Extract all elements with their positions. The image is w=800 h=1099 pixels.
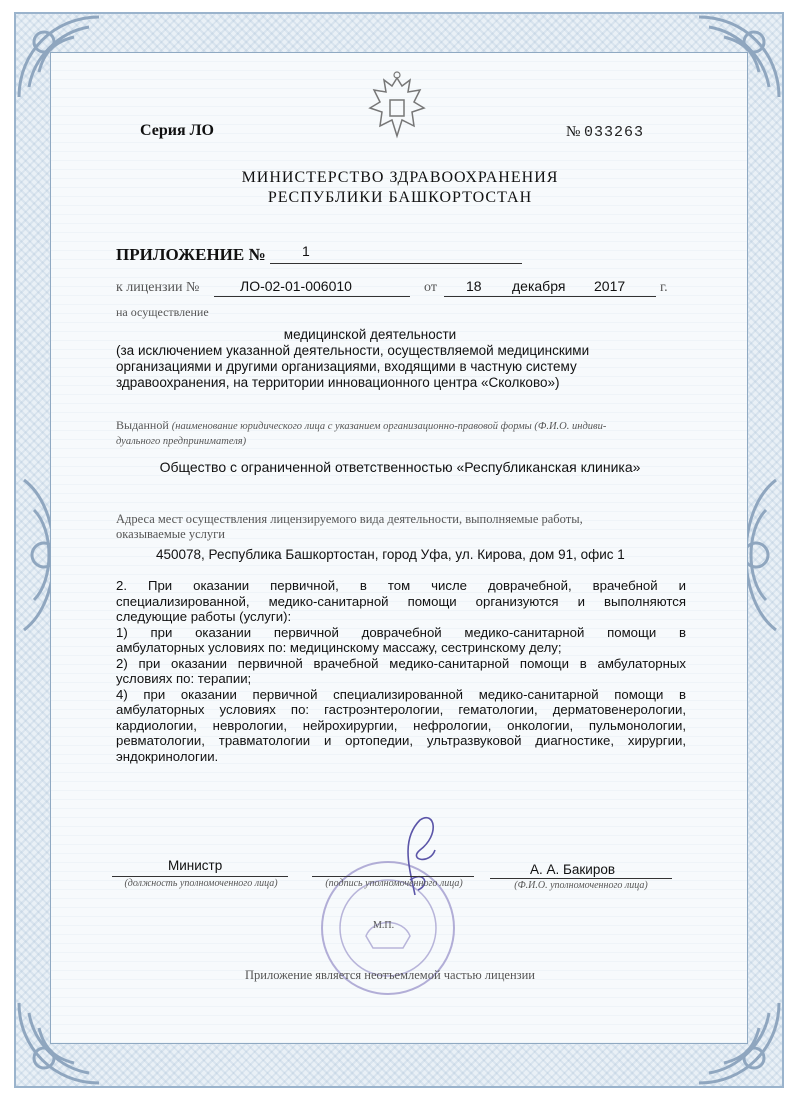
service-line: условиях по: терапии;: [116, 671, 252, 686]
stamp-mark: М.П.: [373, 920, 395, 931]
official-name: А. А. Бакиров: [530, 862, 616, 877]
signature-caption: (подпись уполномоченного лица): [325, 878, 463, 889]
activity-line: здравоохранения, на территории инновационного центра «Сколково»): [116, 375, 560, 390]
license-label: к лицензии №: [116, 280, 200, 295]
name-line: [490, 878, 672, 879]
address-label-line: Адреса мест осуществления лицензируемого вида деятельности, выполняемые работы,: [116, 512, 583, 526]
service-line: специализированной, медико-санитарной помощи организуются и выполняются: [116, 593, 686, 609]
service-line: 1) при оказании первичной доврачебной медико-санитарной помощи в: [116, 624, 686, 640]
service-line: следующие работы (услуги):: [116, 609, 292, 624]
activity-title: медицинской деятельности: [283, 327, 457, 342]
issued-block: [116, 418, 696, 449]
organization-name: Общество с ограниченной ответственностью «Республиканская клиника»: [159, 459, 641, 475]
form-number: 033263: [584, 124, 645, 141]
address-label-line: оказываемые услуги: [116, 527, 225, 541]
date-line: [444, 296, 656, 297]
date-year: 2017: [594, 278, 626, 294]
services-list: [116, 578, 686, 764]
ministry-title-line1: МИНИСТЕРСТВО ЗДРАВООХРАНЕНИЯ: [241, 169, 559, 186]
service-line: 4) при оказании первичной специализированной медико-санитарной помощи в: [116, 686, 686, 702]
name-caption: (Ф.И.О. уполномоченного лица): [514, 880, 648, 891]
service-line: 2) при оказании первичной врачебной медико-санитарной помощи в амбулаторных: [116, 655, 686, 671]
year-suffix: г.: [660, 280, 668, 295]
signature-line: [312, 876, 474, 877]
activity-label: на осуществление: [116, 305, 209, 319]
address-value: 450078, Республика Башкортостан, город Уфа, ул. Кирова, дом 91, офис 1: [156, 547, 625, 562]
number-label: №: [566, 124, 581, 140]
activity-line: организациями и другими организациями, входящими в частную систему: [116, 359, 577, 374]
date-month: декабря: [512, 278, 566, 294]
appendix-number: 1: [302, 243, 310, 259]
date-from-label: от: [424, 280, 437, 295]
position-line: [112, 876, 288, 877]
license-number: ЛО-02-01-006010: [240, 278, 352, 294]
service-line: кардиологии, неврологии, нейрохирургии, нефрологии, онкологии, пульмонологии,: [116, 717, 686, 733]
ministry-title-line2: РЕСПУБЛИКИ БАШКОРТОСТАН: [267, 189, 533, 206]
coat-of-arms-icon: [362, 70, 432, 144]
activity-description: [116, 343, 589, 391]
service-line: 2. При оказании первичной, в том числе доврачебной, врачебной и: [116, 578, 686, 593]
issued-label: Выданной: [116, 418, 169, 432]
address-label: [116, 512, 583, 542]
date-day: 18: [466, 278, 482, 294]
appendix-label: ПРИЛОЖЕНИЕ №: [116, 245, 266, 264]
service-line: амбулаторных условиях по: гастроэнтерологии, гематологии, дерматовенерологии,: [116, 702, 686, 717]
footer-note: Приложение является неотъемлемой частью лицензии: [245, 968, 535, 982]
issued-hint-1: (наименование юридического лица с указанием организационно-правовой формы (Ф.И.О. индиви-: [171, 421, 607, 432]
service-line: ревматологии, травматологии и ортопедии, ультразвуковой диагностике, хирургии,: [116, 733, 686, 748]
activity-line: (за исключением указанной деятельности, осуществляемой медицинскими: [116, 343, 590, 358]
appendix-number-line: [270, 263, 522, 264]
service-line: эндокринологии.: [116, 748, 219, 764]
position-caption: (должность уполномоченного лица): [124, 878, 278, 889]
official-position: Министр: [168, 858, 223, 873]
series-label: Серия ЛО: [140, 122, 214, 139]
service-line: амбулаторных условиях по: медицинскому массажу, сестринскому делу;: [116, 640, 562, 655]
license-number-line: [214, 296, 410, 297]
issued-hint-2: дуального предпринимателя): [116, 436, 247, 447]
